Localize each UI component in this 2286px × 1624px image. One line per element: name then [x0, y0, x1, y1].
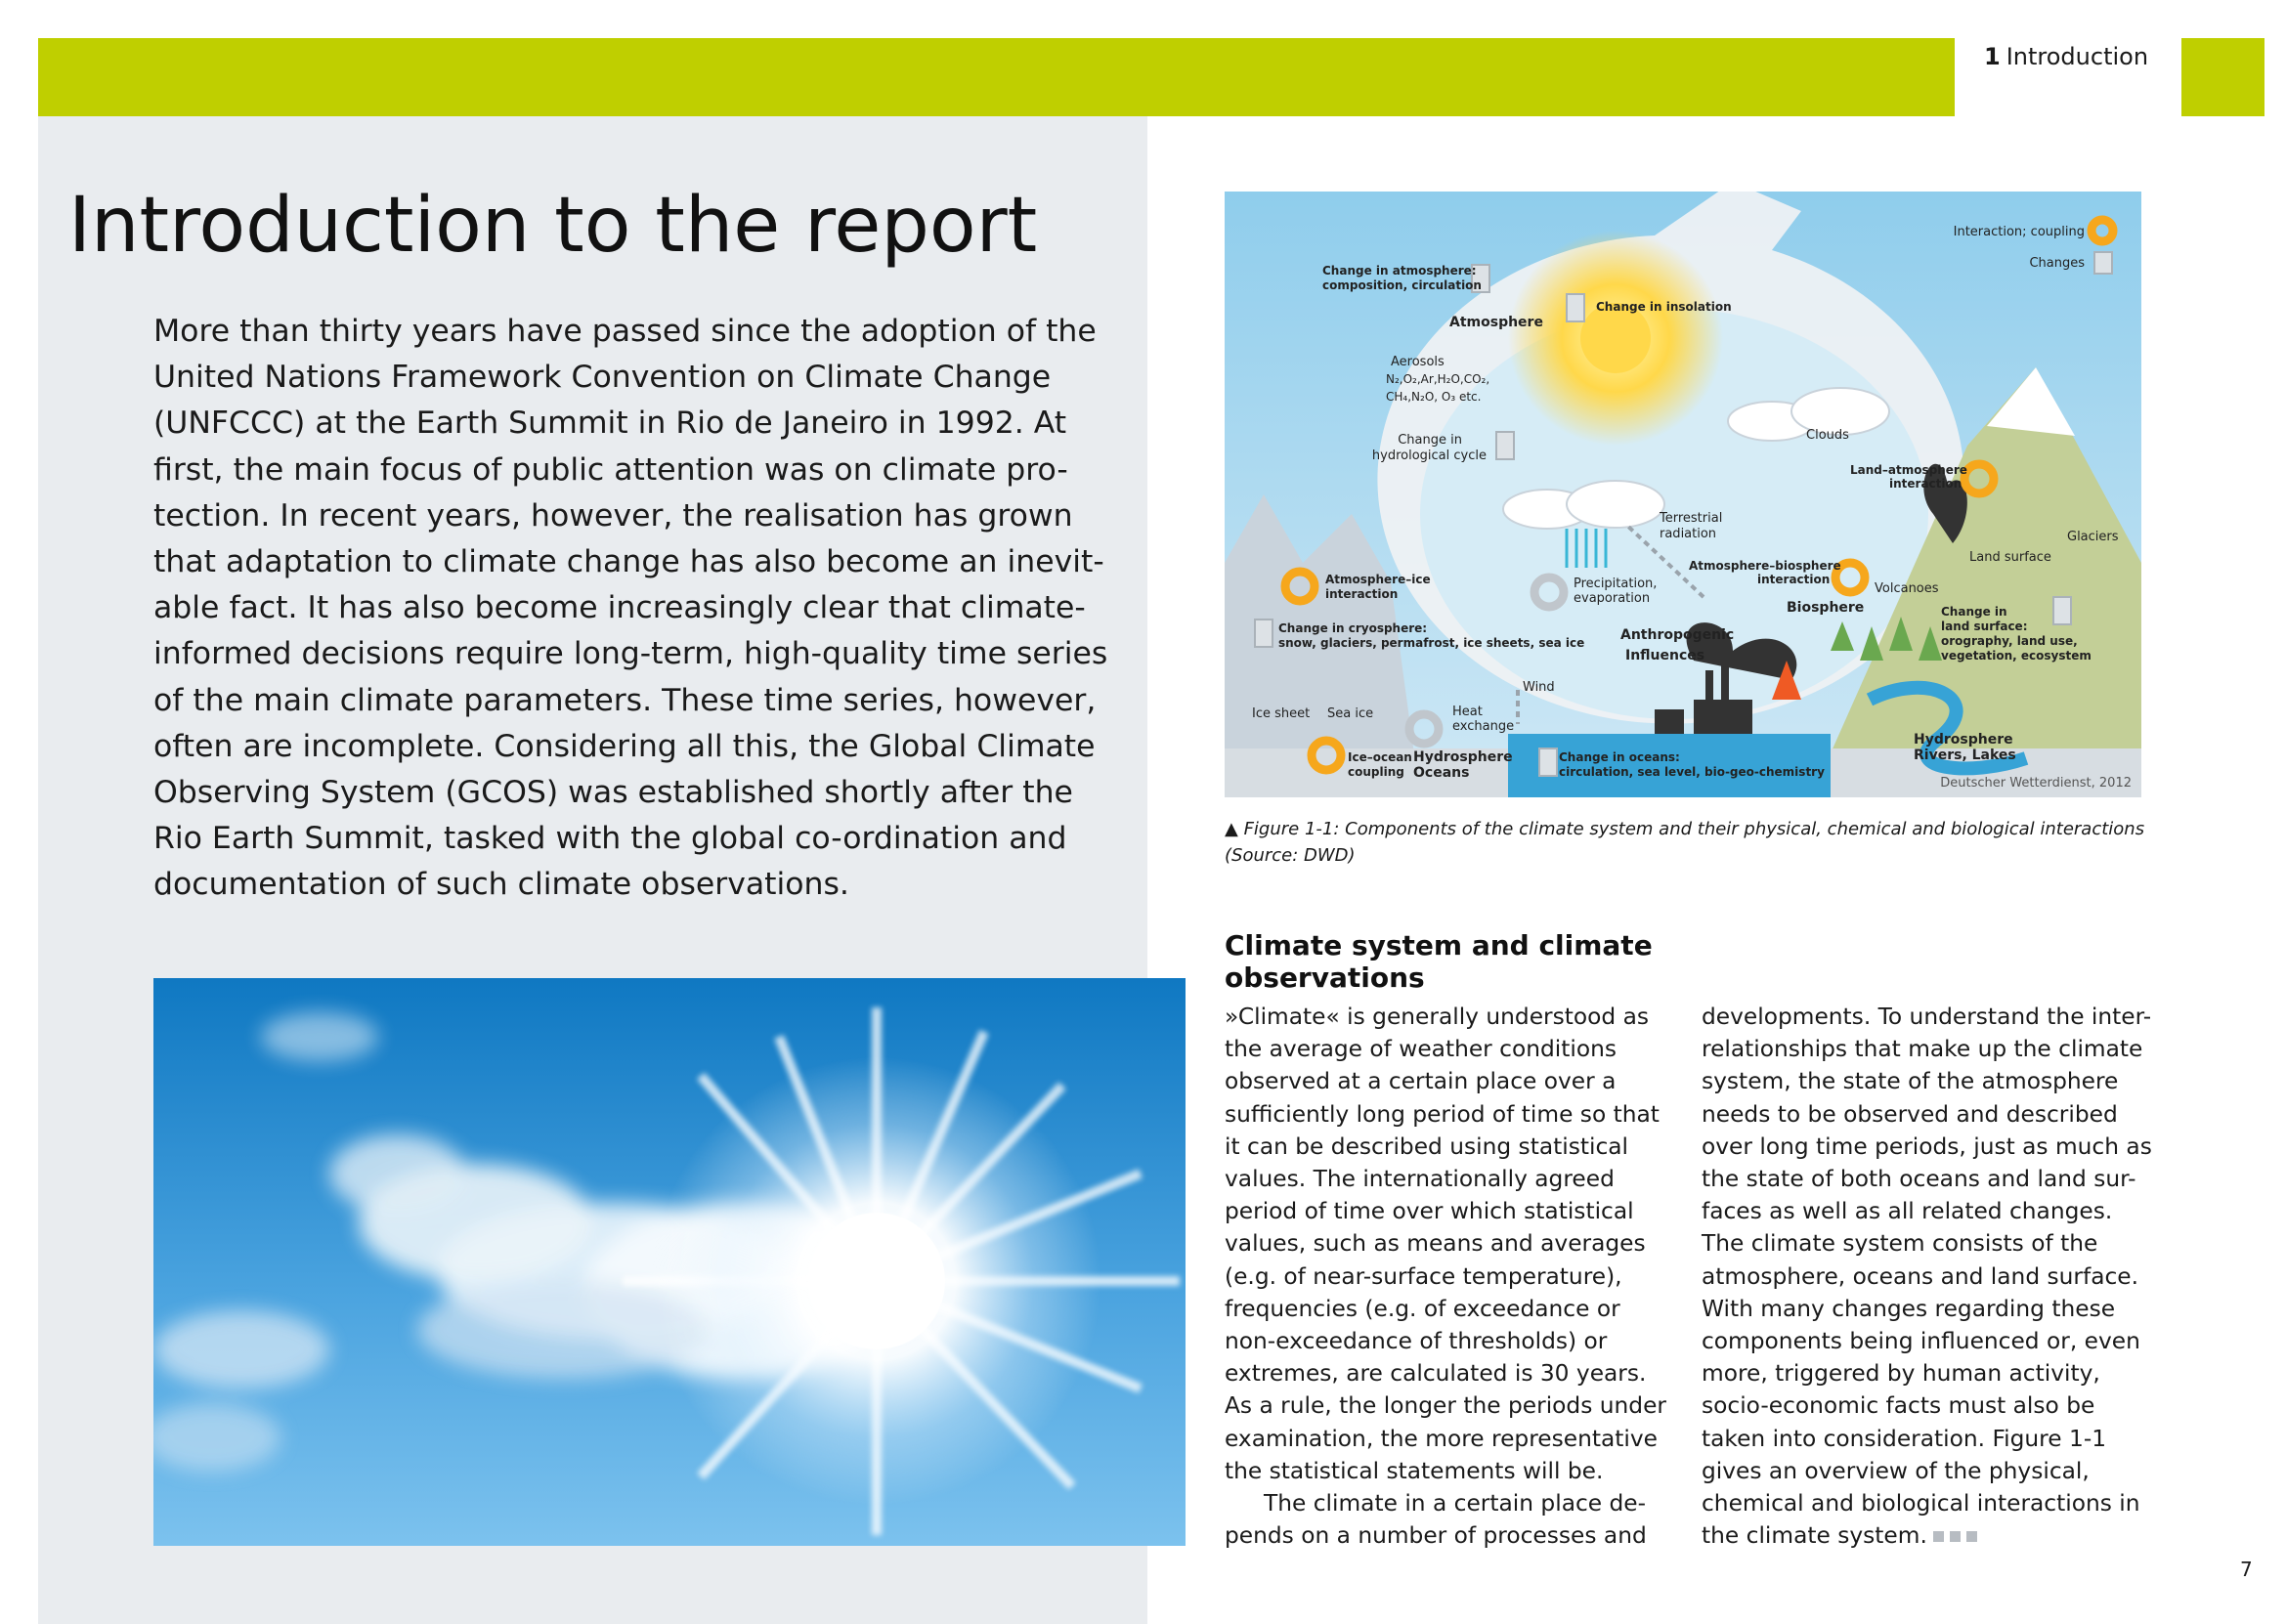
- fig-label-hydrosphere-rivers: Rivers, Lakes: [1914, 748, 2016, 763]
- fig-label: interaction: [1757, 573, 1831, 586]
- fig-label-hydrosphere-oceans: Hydrosphere: [1413, 749, 1513, 765]
- body-line: With many changes regarding these: [1702, 1295, 2116, 1322]
- fig-credit: Deutscher Wetterdienst, 2012: [1940, 776, 2132, 791]
- body-line: (e.g. of near-surface temperature),: [1225, 1262, 1622, 1290]
- body-line: the state of both oceans and land sur-: [1702, 1166, 2136, 1193]
- fig-label: orography, land use,: [1941, 634, 2078, 648]
- header-accent-bar: [38, 38, 1955, 116]
- fig-label: hydrological cycle: [1371, 449, 1487, 463]
- legend-changes-label: Changes: [2029, 256, 2085, 271]
- section-heading: Climate system and climate observations: [1225, 929, 1653, 994]
- body-line: extremes, are calculated is 30 years.: [1225, 1360, 1647, 1388]
- fig-label: Aerosols: [1391, 355, 1445, 369]
- fig-label: Heat: [1452, 705, 1483, 719]
- fig-label-biosphere: Biosphere: [1787, 600, 1865, 616]
- body-line: relationships that make up the climate: [1702, 1036, 2143, 1063]
- running-header: [1984, 43, 2148, 70]
- fig-label: Ice sheet: [1252, 706, 1311, 721]
- body-line: atmosphere, oceans and land surface.: [1702, 1262, 2139, 1290]
- fig-label-anthropogenic: Anthropogenic: [1620, 627, 1735, 643]
- body-line: values. The internationally agreed: [1225, 1166, 1615, 1193]
- body-line: taken into consideration. Figure 1-1: [1702, 1425, 2107, 1452]
- body-line: developments. To understand the inter-: [1702, 1004, 2152, 1030]
- fig-label: Glaciers: [2067, 530, 2119, 544]
- fig-label: Atmosphere–biosphere: [1689, 559, 1841, 573]
- intro-line: United Nations Framework Convention on Climate Change: [153, 360, 1052, 396]
- fig-label: Terrestrial: [1660, 511, 1723, 526]
- body-line: socio-economic facts must also be: [1702, 1392, 2095, 1420]
- intro-line: first, the main focus of public attention was on climate pro-: [153, 451, 1068, 488]
- fig-label: Change in: [1398, 433, 1462, 448]
- intro-line: often are incomplete. Considering all this, the Global Climate: [153, 728, 1096, 764]
- intro-line: informed decisions require long-term, high-quality time series: [153, 636, 1108, 672]
- fig-label: Change in atmosphere:: [1322, 264, 1477, 278]
- fig-label: Change in insolation: [1596, 300, 1732, 314]
- body-line: values, such as means and averages: [1225, 1230, 1646, 1258]
- page-title: Introduction to the report: [68, 182, 1038, 270]
- body-line: components being influenced or, even: [1702, 1328, 2140, 1355]
- fig-label: CH₄,N₂O, O₃ etc.: [1386, 390, 1482, 404]
- body-line: more, triggered by human activity,: [1702, 1360, 2100, 1388]
- fig-label: Volcanoes: [1875, 581, 1939, 596]
- sky-sun-illustration: [153, 978, 1186, 1546]
- body-line: examination, the more representative: [1225, 1425, 1658, 1452]
- fig-label: evaporation: [1574, 591, 1651, 606]
- body-line: The climate in a certain place de-: [1264, 1490, 1647, 1517]
- intro-line: of the main climate parameters. These time series, however,: [153, 682, 1097, 718]
- fig-label: exchange: [1452, 719, 1515, 734]
- fig-label-atmosphere: Atmosphere: [1449, 315, 1543, 330]
- body-line: period of time over which statistical: [1225, 1198, 1634, 1225]
- fig-label: circulation, sea level, bio-geo-chemistry: [1559, 765, 1825, 779]
- body-column-left: [1225, 1001, 1674, 1552]
- body-line: the statistical statements will be.: [1225, 1457, 1604, 1484]
- fig-label: Wind: [1523, 680, 1555, 695]
- intro-line: tection. In recent years, however, the realisation has grown: [153, 497, 1073, 534]
- page-number: 7: [2240, 1558, 2253, 1581]
- end-mark-square: [1933, 1531, 1944, 1542]
- intro-paragraph: [153, 309, 1108, 909]
- fig-label-hydrosphere-rivers: Hydrosphere: [1914, 732, 2013, 748]
- fig-label: N₂,O₂,Ar,H₂O,CO₂,: [1386, 372, 1490, 386]
- body-line: gives an overview of the physical,: [1702, 1457, 2090, 1484]
- fig-label: snow, glaciers, permafrost, ice sheets, sea ice: [1278, 636, 1585, 650]
- intro-line: able fact. It has also become increasingly clear that climate-: [153, 590, 1086, 626]
- climate-system-diagram: [1225, 192, 2141, 797]
- fig-label: Change in oceans:: [1559, 750, 1680, 764]
- caption-line: (Source: DWD): [1225, 845, 1356, 866]
- body-line: needs to be observed and described: [1702, 1100, 2118, 1128]
- climate-system-figure: [1225, 192, 2141, 797]
- body-column-right: [1702, 1001, 2161, 1552]
- body-line-last: [1702, 1519, 2161, 1552]
- caption-line: ▲ Figure 1-1: Components of the climate system and their physical, chemical and biological interactions: [1225, 819, 2145, 839]
- intro-line: that adaptation to climate change has also become an inevit-: [153, 544, 1104, 580]
- body-line: chemical and biological interactions in: [1702, 1490, 2140, 1517]
- fig-label: Precipitation,: [1574, 577, 1658, 591]
- fig-label: Sea ice: [1327, 706, 1374, 721]
- figure-caption: [1225, 816, 2163, 869]
- intro-line: (UNFCCC) at the Earth Summit in Rio de Janeiro in 1992. At: [153, 406, 1067, 442]
- body-line: non-exceedance of thresholds) or: [1225, 1328, 1608, 1355]
- fig-label: Ice–ocean: [1348, 750, 1412, 764]
- fig-label: Clouds: [1806, 428, 1849, 443]
- fig-label: Land–atmosphere: [1850, 463, 1967, 477]
- fig-label: Land surface: [1969, 550, 2051, 565]
- body-line: »Climate« is generally understood as: [1225, 1004, 1649, 1030]
- fig-label: land surface:: [1941, 620, 2028, 633]
- body-line: the average of weather conditions: [1225, 1036, 1617, 1063]
- fig-label: Change in: [1941, 605, 2007, 619]
- body-line: The climate system consists of the: [1702, 1230, 2098, 1258]
- body-line: it can be described using statistical: [1225, 1133, 1629, 1160]
- fig-label-anthropogenic: Influences: [1625, 648, 1705, 663]
- end-mark-square: [1966, 1531, 1977, 1542]
- body-line: observed at a certain place over a: [1225, 1068, 1617, 1095]
- intro-line: More than thirty years have passed since the adoption of the: [153, 314, 1097, 349]
- chapter-number: 1: [1984, 43, 2001, 70]
- fig-label: vegetation, ecosystem: [1941, 649, 2092, 662]
- body-line: faces as well as all related changes.: [1702, 1198, 2113, 1225]
- fig-label: composition, circulation: [1322, 278, 1482, 292]
- fig-label: interaction: [1889, 477, 1963, 491]
- fig-label: Atmosphere–ice: [1325, 573, 1431, 586]
- fig-label-hydrosphere-oceans: Oceans: [1413, 765, 1470, 781]
- end-mark-square: [1950, 1531, 1961, 1542]
- legend-interaction-label: Interaction; coupling: [1953, 225, 2085, 239]
- fig-label: radiation: [1660, 527, 1717, 541]
- fig-label: coupling: [1348, 765, 1404, 779]
- chapter-title: Introduction: [2006, 43, 2149, 70]
- body-line: frequencies (e.g. of exceedance or: [1225, 1295, 1620, 1322]
- body-line: pends on a number of processes and: [1225, 1522, 1647, 1550]
- fig-label: interaction: [1325, 587, 1399, 601]
- intro-line: Rio Earth Summit, tasked with the global co-ordination and: [153, 821, 1067, 857]
- body-line-text: the climate system.: [1702, 1522, 1927, 1550]
- fig-label: Change in cryosphere:: [1278, 621, 1428, 635]
- body-line: over long time periods, just as much as: [1702, 1133, 2152, 1160]
- body-line: system, the state of the atmosphere: [1702, 1068, 2119, 1095]
- intro-line: Observing System (GCOS) was established shortly after the: [153, 775, 1073, 811]
- intro-line: documentation of such climate observations.: [153, 867, 849, 903]
- sky-sun-photo: [153, 978, 1186, 1546]
- body-line: sufficiently long period of time so that: [1225, 1100, 1660, 1128]
- header-accent-tab: [2181, 38, 2264, 116]
- body-line: As a rule, the longer the periods under: [1225, 1392, 1666, 1420]
